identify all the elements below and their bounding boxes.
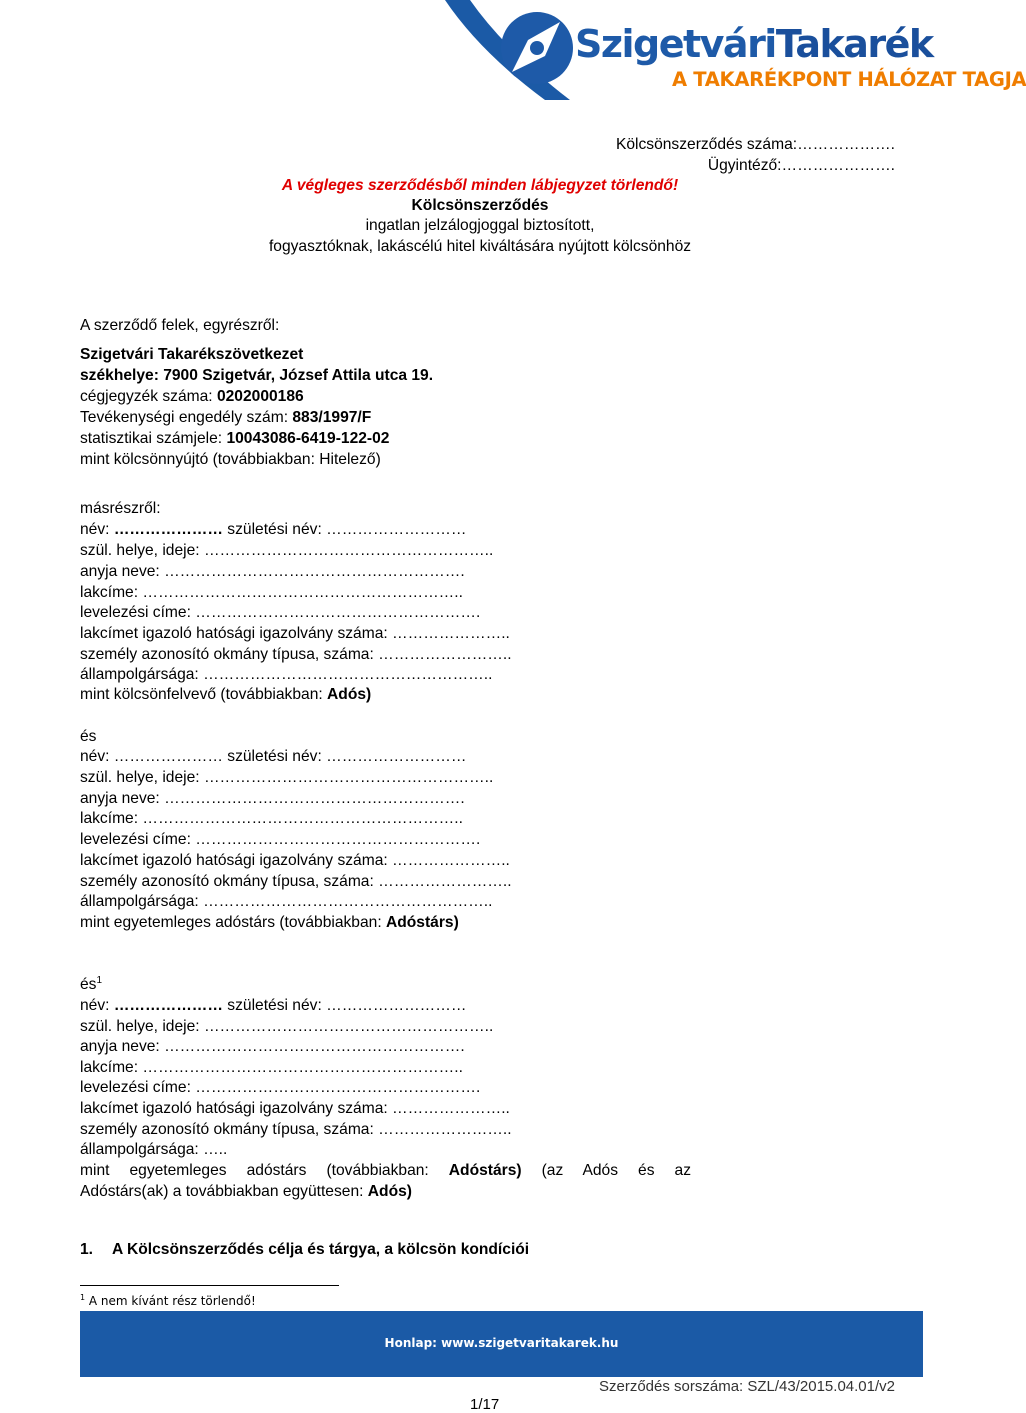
party3-name-row: név: ………………… születési név: ………………………: [80, 997, 467, 1014]
footnote-separator: [80, 1285, 339, 1286]
lender-licence: Tevékenységi engedély szám: 883/1997/F: [80, 409, 372, 426]
party1-address: lakcíme: ……………………………………………………..: [80, 584, 463, 601]
party3-idcard: lakcímet igazoló hatósági igazolvány száma: …………………..: [80, 1100, 510, 1117]
compass-icon: [501, 12, 573, 84]
party1-birth: szül. helye, ideje: ………………………………………………..: [80, 542, 494, 559]
party1-name-row: név: ………………… születési név: ………………………: [80, 521, 467, 538]
lender-name: Szigetvári Takarékszövetkezet: [80, 346, 304, 363]
party3-role-line1: mint egyetemleges adóstárs (továbbiakban: Adóstárs) (az Adós és az: [80, 1162, 691, 1179]
lender-intro: A szerződő felek, egyrészről:: [80, 317, 280, 334]
party1-iddoc: személy azonosító okmány típusa, száma: ……………………..: [80, 646, 512, 663]
logo-wordmark: SzigetváriTakarék: [575, 22, 933, 66]
handler-field: Ügyintéző:………………….: [707, 157, 895, 174]
footer-website[interactable]: Honlap: www.szigetvaritakarek.hu: [384, 1336, 619, 1350]
document-id: Szerződés sorszáma: SZL/43/2015.04.01/v2: [598, 1378, 895, 1395]
lender-role: mint kölcsönnyújtó (továbbiakban: Hitelező): [80, 451, 381, 468]
logo-tagline: A TAKARÉKPONT HÁLÓZAT TAGJA: [672, 68, 1026, 91]
document-subtitle-1: ingatlan jelzálogjoggal biztosított,: [365, 217, 595, 234]
header-banner: [0, 0, 1026, 100]
party1-intro: másrészről:: [80, 500, 161, 517]
party3-address: lakcíme: ……………………………………………………..: [80, 1059, 463, 1076]
page-number: 1/17: [470, 1396, 500, 1413]
footer-bar: [80, 1311, 923, 1377]
document-title: Kölcsönszerződés: [411, 197, 549, 214]
warning-text: A végleges szerződésből minden lábjegyzet törlendő!: [281, 177, 679, 194]
party1-mother: anyja neve: ………………………………………………….: [80, 563, 465, 580]
party2-intro: és: [80, 728, 97, 745]
lender-seat: székhelye: 7900 Szigetvár, József Attila utca 19.: [80, 367, 434, 384]
section-number: 1.: [80, 1241, 94, 1258]
party3-intro: $és^1$: [80, 974, 103, 993]
party3-role-line2: Adóstárs(ak) a továbbiakban együttesen: Adós): [80, 1183, 412, 1200]
party2-address: lakcíme: ……………………………………………………..: [80, 810, 463, 827]
party2-citizenship: állampolgársága: ………………………………………………..: [80, 893, 493, 910]
footnote-text: A nem kívánt rész törlendő!: [85, 1294, 256, 1308]
party1-role: mint kölcsönfelvevő (továbbiakban: Adós): [80, 686, 372, 703]
document-subtitle-2: fogyasztóknak, lakáscélú hitel kiváltására nyújtott kölcsönhöz: [268, 238, 692, 255]
party2-idcard: lakcímet igazoló hatósági igazolvány száma: …………………..: [80, 852, 510, 869]
party1-idcard: lakcímet igazoló hatósági igazolvány száma: …………………..: [80, 625, 510, 642]
party1-citizenship: állampolgársága: ………………………………………………..: [80, 666, 493, 683]
party1-mail: levelezési címe: ……………………………………………….: [80, 604, 481, 621]
party2-iddoc: személy azonosító okmány típusa, száma: ……………………..: [80, 873, 512, 890]
contract-number-field: Kölcsönszerződés száma:……………….: [615, 136, 895, 153]
party2-role: mint egyetemleges adóstárs (továbbiakban: Adóstárs): [80, 914, 459, 931]
party2-mother: anyja neve: ………………………………………………….: [80, 790, 465, 807]
section-title: A Kölcsönszerződés célja és tárgya, a kölcsön kondíciói: [112, 1241, 530, 1258]
party2-name-row: név: ………………… születési név: ………………………: [80, 748, 467, 765]
party3-iddoc: személy azonosító okmány típusa, száma: ……………………..: [80, 1121, 512, 1138]
party2-birth: szül. helye, ideje: ………………………………………………..: [80, 769, 494, 786]
party3-mother: anyja neve: ………………………………………………….: [80, 1038, 465, 1055]
party2-mail: levelezési címe: ……………………………………………….: [80, 831, 481, 848]
party3-citizenship: állampolgársága: …..: [80, 1141, 228, 1158]
lender-stat-number: statisztikai számjele: 10043086-6419-122-02: [80, 430, 390, 447]
party3-mail: levelezési címe: ……………………………………………….: [80, 1079, 481, 1096]
footnote-reference[interactable]: 1: [96, 974, 103, 986]
footnote-mark: 1: [80, 1293, 86, 1302]
footnote: [80, 1294, 256, 1308]
section-heading: [80, 1241, 529, 1259]
lender-registration: cégjegyzék száma: 0202000186: [80, 388, 304, 405]
party3-birth: szül. helye, ideje: ………………………………………………..: [80, 1018, 494, 1035]
